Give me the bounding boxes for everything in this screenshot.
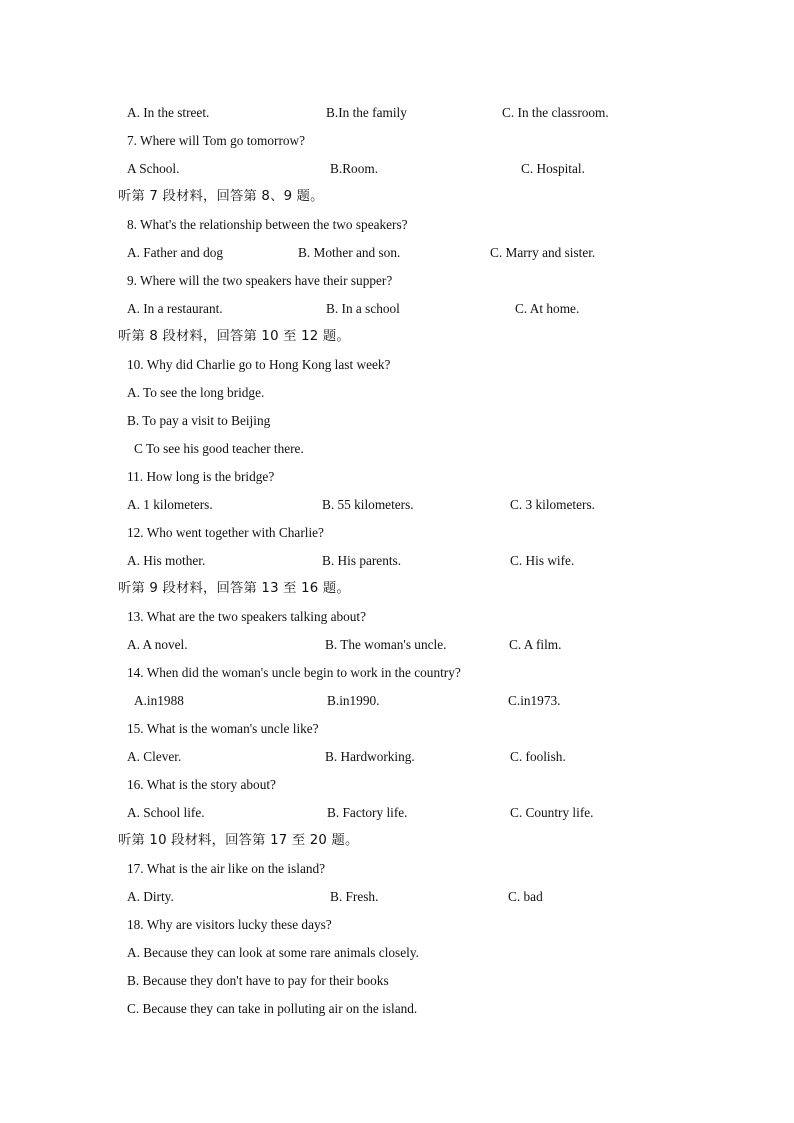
q11-option-a: A. 1 kilometers.	[127, 497, 213, 512]
q17-row	[0, 857, 794, 881]
q15-options-row	[0, 745, 794, 769]
q12-options-row	[0, 549, 794, 573]
q10-option-a: A. To see the long bridge.	[127, 385, 265, 400]
section-8-heading: 听第 8 段材料，回答第 10 至 12 题。	[118, 329, 350, 344]
q16-option-c: C. Country life.	[510, 805, 594, 820]
q13-text: 13. What are the two speakers talking about?	[127, 609, 367, 624]
q13-option-c: C. A film.	[509, 637, 562, 652]
q12-text: 12. Who went together with Charlie?	[127, 525, 324, 540]
q15-option-b: B. Hardworking.	[325, 749, 415, 764]
q18-text: 18. Why are visitors lucky these days?	[127, 917, 332, 932]
q6-options-row	[0, 101, 794, 125]
q13-row	[0, 605, 794, 629]
q10-option-a-row	[0, 381, 794, 405]
q15-option-a: A. Clever.	[127, 749, 182, 764]
q6-option-a: A. In the street.	[127, 105, 210, 120]
q16-text: 16. What is the story about?	[127, 777, 276, 792]
q10-option-b-row	[0, 409, 794, 433]
q8-options-row	[0, 241, 794, 265]
q11-option-b: B. 55 kilometers.	[322, 497, 414, 512]
q9-options-row	[0, 297, 794, 321]
q17-text: 17. What is the air like on the island?	[127, 861, 326, 876]
q16-option-b: B. Factory life.	[327, 805, 408, 820]
q12-option-c: C. His wife.	[510, 553, 575, 568]
q14-text: 14. When did the woman's uncle begin to work in the country?	[127, 665, 461, 680]
q14-option-c: C.in1973.	[508, 693, 561, 708]
q7-option-b: B.Room.	[330, 161, 379, 176]
q6-option-b: B.In the family	[326, 105, 407, 120]
q7-row	[0, 129, 794, 153]
q15-text: 15. What is the woman's uncle like?	[127, 721, 319, 736]
q16-option-a: A. School life.	[127, 805, 205, 820]
q17-options-row	[0, 885, 794, 909]
q6-option-c: C. In the classroom.	[502, 105, 609, 120]
q10-row	[0, 353, 794, 377]
q13-options-row	[0, 633, 794, 657]
section-7-heading: 听第 7 段材料，回答第 8、9 题。	[118, 189, 324, 204]
q18-row	[0, 913, 794, 937]
q12-row	[0, 521, 794, 545]
q9-text: 9. Where will the two speakers have their supper?	[127, 273, 393, 288]
q8-option-c: C. Marry and sister.	[490, 245, 596, 260]
q18-option-c-row	[0, 997, 794, 1021]
q10-text: 10. Why did Charlie go to Hong Kong last week?	[127, 357, 391, 372]
q10-option-c: C To see his good teacher there.	[134, 441, 304, 456]
q16-options-row	[0, 801, 794, 825]
q7-option-c: C. Hospital.	[521, 161, 585, 176]
q9-row	[0, 269, 794, 293]
q8-option-a: A. Father and dog	[127, 245, 224, 260]
q13-option-b: B. The woman's uncle.	[325, 637, 447, 652]
q8-option-b: B. Mother and son.	[298, 245, 401, 260]
q7-option-a: A School.	[127, 161, 180, 176]
q18-option-a-row	[0, 941, 794, 965]
q10-option-c-row	[0, 437, 794, 461]
q17-option-c: C. bad	[508, 889, 543, 904]
q7-options-row	[0, 157, 794, 181]
q15-option-c: C. foolish.	[510, 749, 566, 764]
q13-option-a: A. A novel.	[127, 637, 188, 652]
q11-options-row	[0, 493, 794, 517]
q18-option-b: B. Because they don't have to pay for their books	[127, 973, 389, 988]
q10-option-b: B. To pay a visit to Beijing	[127, 413, 271, 428]
q15-row	[0, 717, 794, 741]
q18-option-b-row	[0, 969, 794, 993]
q18-option-c: C. Because they can take in polluting air on the island.	[127, 1001, 418, 1016]
section-9-heading: 听第 9 段材料，回答第 13 至 16 题。	[118, 581, 350, 596]
q14-options-row	[0, 689, 794, 713]
q11-text: 11. How long is the bridge?	[127, 469, 275, 484]
section-10-heading: 听第 10 段材料，回答第 17 至 20 题。	[118, 833, 359, 848]
q8-text: 8. What's the relationship between the two speakers?	[127, 217, 408, 232]
q12-option-a: A. His mother.	[127, 553, 206, 568]
q9-option-b: B. In a school	[326, 301, 400, 316]
q16-row	[0, 773, 794, 797]
q8-row	[0, 213, 794, 237]
q11-option-c: C. 3 kilometers.	[510, 497, 595, 512]
q12-option-b: B. His parents.	[322, 553, 402, 568]
q18-option-a: A. Because they can look at some rare animals closely.	[127, 945, 419, 960]
q9-option-a: A. In a restaurant.	[127, 301, 223, 316]
q17-option-b: B. Fresh.	[330, 889, 379, 904]
q7-text: 7. Where will Tom go tomorrow?	[127, 133, 306, 148]
q9-option-c: C. At home.	[515, 301, 580, 316]
q14-row	[0, 661, 794, 685]
q14-option-b: B.in1990.	[327, 693, 380, 708]
q14-option-a: A.in1988	[134, 693, 184, 708]
q17-option-a: A. Dirty.	[127, 889, 174, 904]
q11-row	[0, 465, 794, 489]
